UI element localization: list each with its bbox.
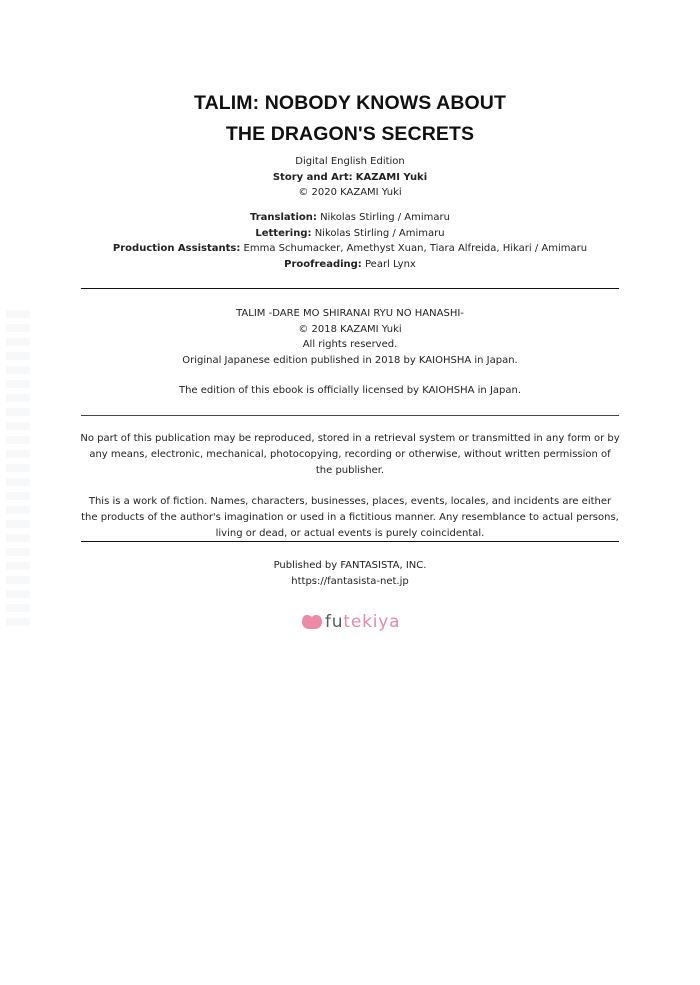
- credit-value: Nikolas Stirling / Amimaru: [314, 227, 445, 239]
- logo-wordmark-part-1: fu: [325, 612, 344, 632]
- credits-block: [0, 210, 700, 272]
- book-title-line-1: TALIM: NOBODY KNOWS ABOUT: [194, 92, 506, 114]
- publisher-url: https://fantasista-net.jp: [291, 575, 409, 587]
- reproduction-notice: No part of this publication may be reproduced, stored in a retrieval system or transmitted in any form or by any means, electronic, mechanical, photocopying, recording or otherwise, without written permission of the publisher.: [80, 433, 620, 476]
- publisher-name: Published by FANTASISTA, INC.: [273, 560, 427, 571]
- legal-block: [80, 431, 620, 542]
- divider: [81, 415, 619, 416]
- original-edition-block: [0, 306, 700, 368]
- credit-value: Nikolas Stirling / Amimaru: [320, 212, 450, 223]
- original-publication: Original Japanese edition published in 2018 by KAIOHSHA in Japan.: [182, 354, 518, 366]
- logo-wordmark-part-2: tekiya: [343, 612, 401, 632]
- story-art-value: KAZAMI Yuki: [355, 171, 428, 183]
- rights-reserved: All rights reserved.: [302, 339, 398, 350]
- story-art-label: Story and Art:: [272, 171, 353, 183]
- credit-label: Lettering:: [255, 227, 312, 239]
- copyright-2020: © 2020 KAZAMI Yuki: [298, 187, 402, 198]
- credit-label: Proofreading:: [284, 258, 362, 270]
- divider: [81, 541, 619, 542]
- publisher-block: [0, 558, 700, 589]
- book-title-line-2: THE DRAGON'S SECRETS: [225, 123, 475, 145]
- licence-block: [0, 383, 700, 399]
- copyright-2018: © 2018 KAZAMI Yuki: [298, 323, 402, 335]
- licence-text: The edition of this ebook is officially licensed by KAIOHSHA in Japan.: [178, 385, 522, 396]
- heart-blob-icon: [302, 614, 322, 630]
- title-block: [0, 88, 700, 201]
- credit-proofreading: [0, 257, 700, 273]
- credit-lettering: [0, 226, 700, 242]
- credit-value: Pearl Lynx: [365, 258, 416, 270]
- credit-value: Emma Schumacker, Amethyst Xuan, Tiara Alfreida, Hikari / Amimaru: [243, 243, 588, 255]
- logo-wordmark: [325, 610, 400, 634]
- credit-label: Translation:: [250, 212, 317, 223]
- original-title: TALIM -DARE MO SHIRANAI RYU NO HANASHI-: [236, 308, 464, 319]
- credit-translation: [0, 210, 700, 226]
- futekiya-logo: [302, 610, 400, 634]
- story-art-credit: [0, 170, 700, 186]
- fiction-disclaimer: This is a work of fiction. Names, characters, businesses, places, events, locales, and incidents are either the products of the author's imagination or used in a fictitious manner. Any resemblance to actual persons, living or dead, or actual events is purely coincidental.: [81, 496, 619, 539]
- credit-label: Production Assistants:: [112, 243, 241, 255]
- divider: [81, 288, 619, 289]
- credit-production-assistants: [0, 241, 700, 257]
- edition-label: Digital English Edition: [295, 156, 405, 167]
